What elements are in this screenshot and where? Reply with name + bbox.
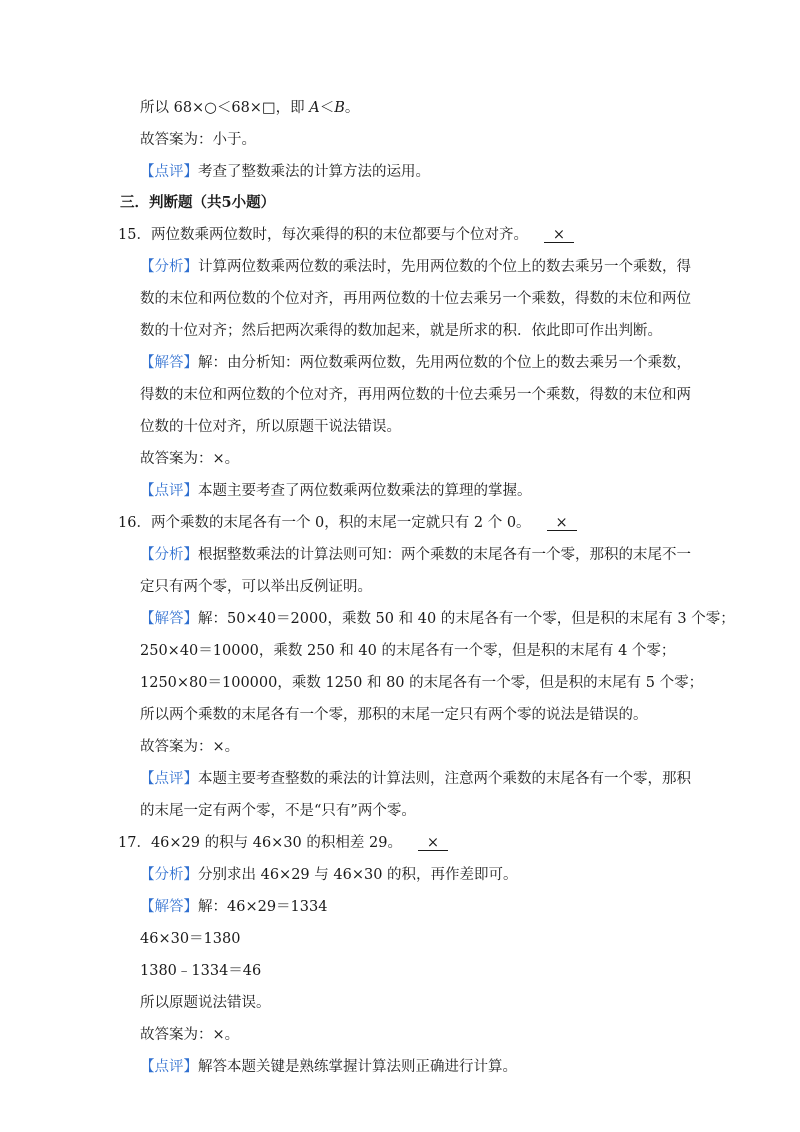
answer-blank: × <box>544 228 574 243</box>
q16-solution-2: 250×40＝10000，乘数 250 和 40 的末尾各有一个零，但是积的末尾有 4 个零； <box>140 643 676 659</box>
q14-comment <box>140 162 430 182</box>
q15-comment <box>140 481 532 501</box>
comment-tag: 【点评】 <box>140 771 198 787</box>
comment-tag: 【点评】 <box>140 164 198 180</box>
comment-text: 考查了整数乘法的计算方法的运用。 <box>198 164 430 180</box>
q15-answer: 故答案为：×。 <box>140 451 240 467</box>
comment-tag: 【点评】 <box>140 1059 198 1075</box>
q15-stem <box>118 225 574 245</box>
q16-analysis-2: 定只有两个零，可以举出反例证明。 <box>140 579 372 595</box>
q16-analysis-1 <box>140 545 691 565</box>
var-b: B <box>334 100 345 116</box>
question-stem: 17．46×29 的积与 46×30 的积相差 29。 <box>118 835 402 851</box>
analysis-text: 计算两位数乘两位数的乘法时，先用两位数的个位上的数去乘另一个乘数，得 <box>198 259 691 275</box>
q16-solution-4: 所以两个乘数的末尾各有一个零，那积的末尾一定只有两个零的说法是错误的。 <box>140 707 648 723</box>
analysis-tag: 【分析】 <box>140 867 198 883</box>
q16-answer: 故答案为：×。 <box>140 739 240 755</box>
q15-solution-3: 位数的十位对齐，所以原题干说法错误。 <box>140 419 401 435</box>
answer-blank: × <box>418 836 448 851</box>
var-a: A <box>309 100 320 116</box>
q17-analysis <box>140 865 518 885</box>
analysis-text: 根据整数乘法的计算法则可知：两个乘数的末尾各有一个零，那积的末尾不一 <box>198 547 691 563</box>
q17-stem <box>118 833 448 853</box>
q14-conclusion-pre: 所以 68×○＜68×□，即 <box>140 100 310 116</box>
analysis-text: 分别求出 46×29 与 46×30 的积，再作差即可。 <box>198 867 518 883</box>
period: 。 <box>344 100 360 116</box>
q16-solution-3: 1250×80＝100000，乘数 1250 和 80 的末尾各有一个零，但是积的末尾有 5 个零； <box>140 675 704 691</box>
comment-tag: 【点评】 <box>140 483 198 499</box>
comment-text: 本题主要考查整数的乘法的计算法则，注意两个乘数的末尾各有一个零，那积 <box>198 771 691 787</box>
analysis-tag: 【分析】 <box>140 547 198 563</box>
q14-answer: 故答案为：小于。 <box>140 132 256 148</box>
question-stem: 16．两个乘数的末尾各有一个 0，积的末尾一定就只有 2 个 0。 <box>118 515 531 531</box>
question-stem: 15．两位数乘两位数时，每次乘得的积的末位都要与个位对齐。 <box>118 227 528 243</box>
solution-text: 解：50×40＝2000，乘数 50 和 40 的末尾各有一个零，但是积的末尾有 3 个零； <box>198 611 735 627</box>
q17-solution-1 <box>140 897 327 917</box>
solution-tag: 【解答】 <box>140 899 198 915</box>
solution-text: 解：46×29＝1334 <box>198 899 328 915</box>
q16-solution-1 <box>140 609 735 629</box>
lt-sign: ＜ <box>319 100 335 116</box>
solution-text: 解：由分析知：两位数乘两位数，先用两位数的个位上的数去乘另一个乘数， <box>198 355 691 371</box>
section-title: 三．判断题（共5小题） <box>120 194 276 211</box>
q14-conclusion <box>140 98 359 118</box>
q16-comment-2: 的末尾一定有两个零，不是“只有”两个零。 <box>140 803 416 819</box>
q15-solution-2: 得数的末位和两位数的个位对齐，再用两位数的十位去乘另一个乘数，得数的末位和两 <box>140 387 691 403</box>
q17-solution-2: 46×30＝1380 <box>140 931 241 947</box>
q17-solution-3: 1380﹣1334＝46 <box>140 963 262 979</box>
q17-solution-4: 所以原题说法错误。 <box>140 995 271 1011</box>
solution-tag: 【解答】 <box>140 355 198 371</box>
q15-analysis-3: 数的十位对齐；然后把两次乘得的数加起来，就是所求的积．依此即可作出判断。 <box>140 323 662 339</box>
q15-solution-1 <box>140 353 691 373</box>
solution-tag: 【解答】 <box>140 611 198 627</box>
q16-stem <box>118 513 577 533</box>
q17-answer: 故答案为：×。 <box>140 1027 240 1043</box>
q15-analysis-2: 数的末位和两位数的个位对齐，再用两位数的十位去乘另一个乘数，得数的末位和两位 <box>140 291 691 307</box>
answer-blank: × <box>547 516 577 531</box>
q16-comment-1 <box>140 769 691 789</box>
q17-comment <box>140 1057 517 1077</box>
q15-analysis-1 <box>140 257 691 277</box>
comment-text: 解答本题关键是熟练掌握计算法则正确进行计算。 <box>198 1059 517 1075</box>
analysis-tag: 【分析】 <box>140 259 198 275</box>
comment-text: 本题主要考查了两位数乘两位数乘法的算理的掌握。 <box>198 483 532 499</box>
